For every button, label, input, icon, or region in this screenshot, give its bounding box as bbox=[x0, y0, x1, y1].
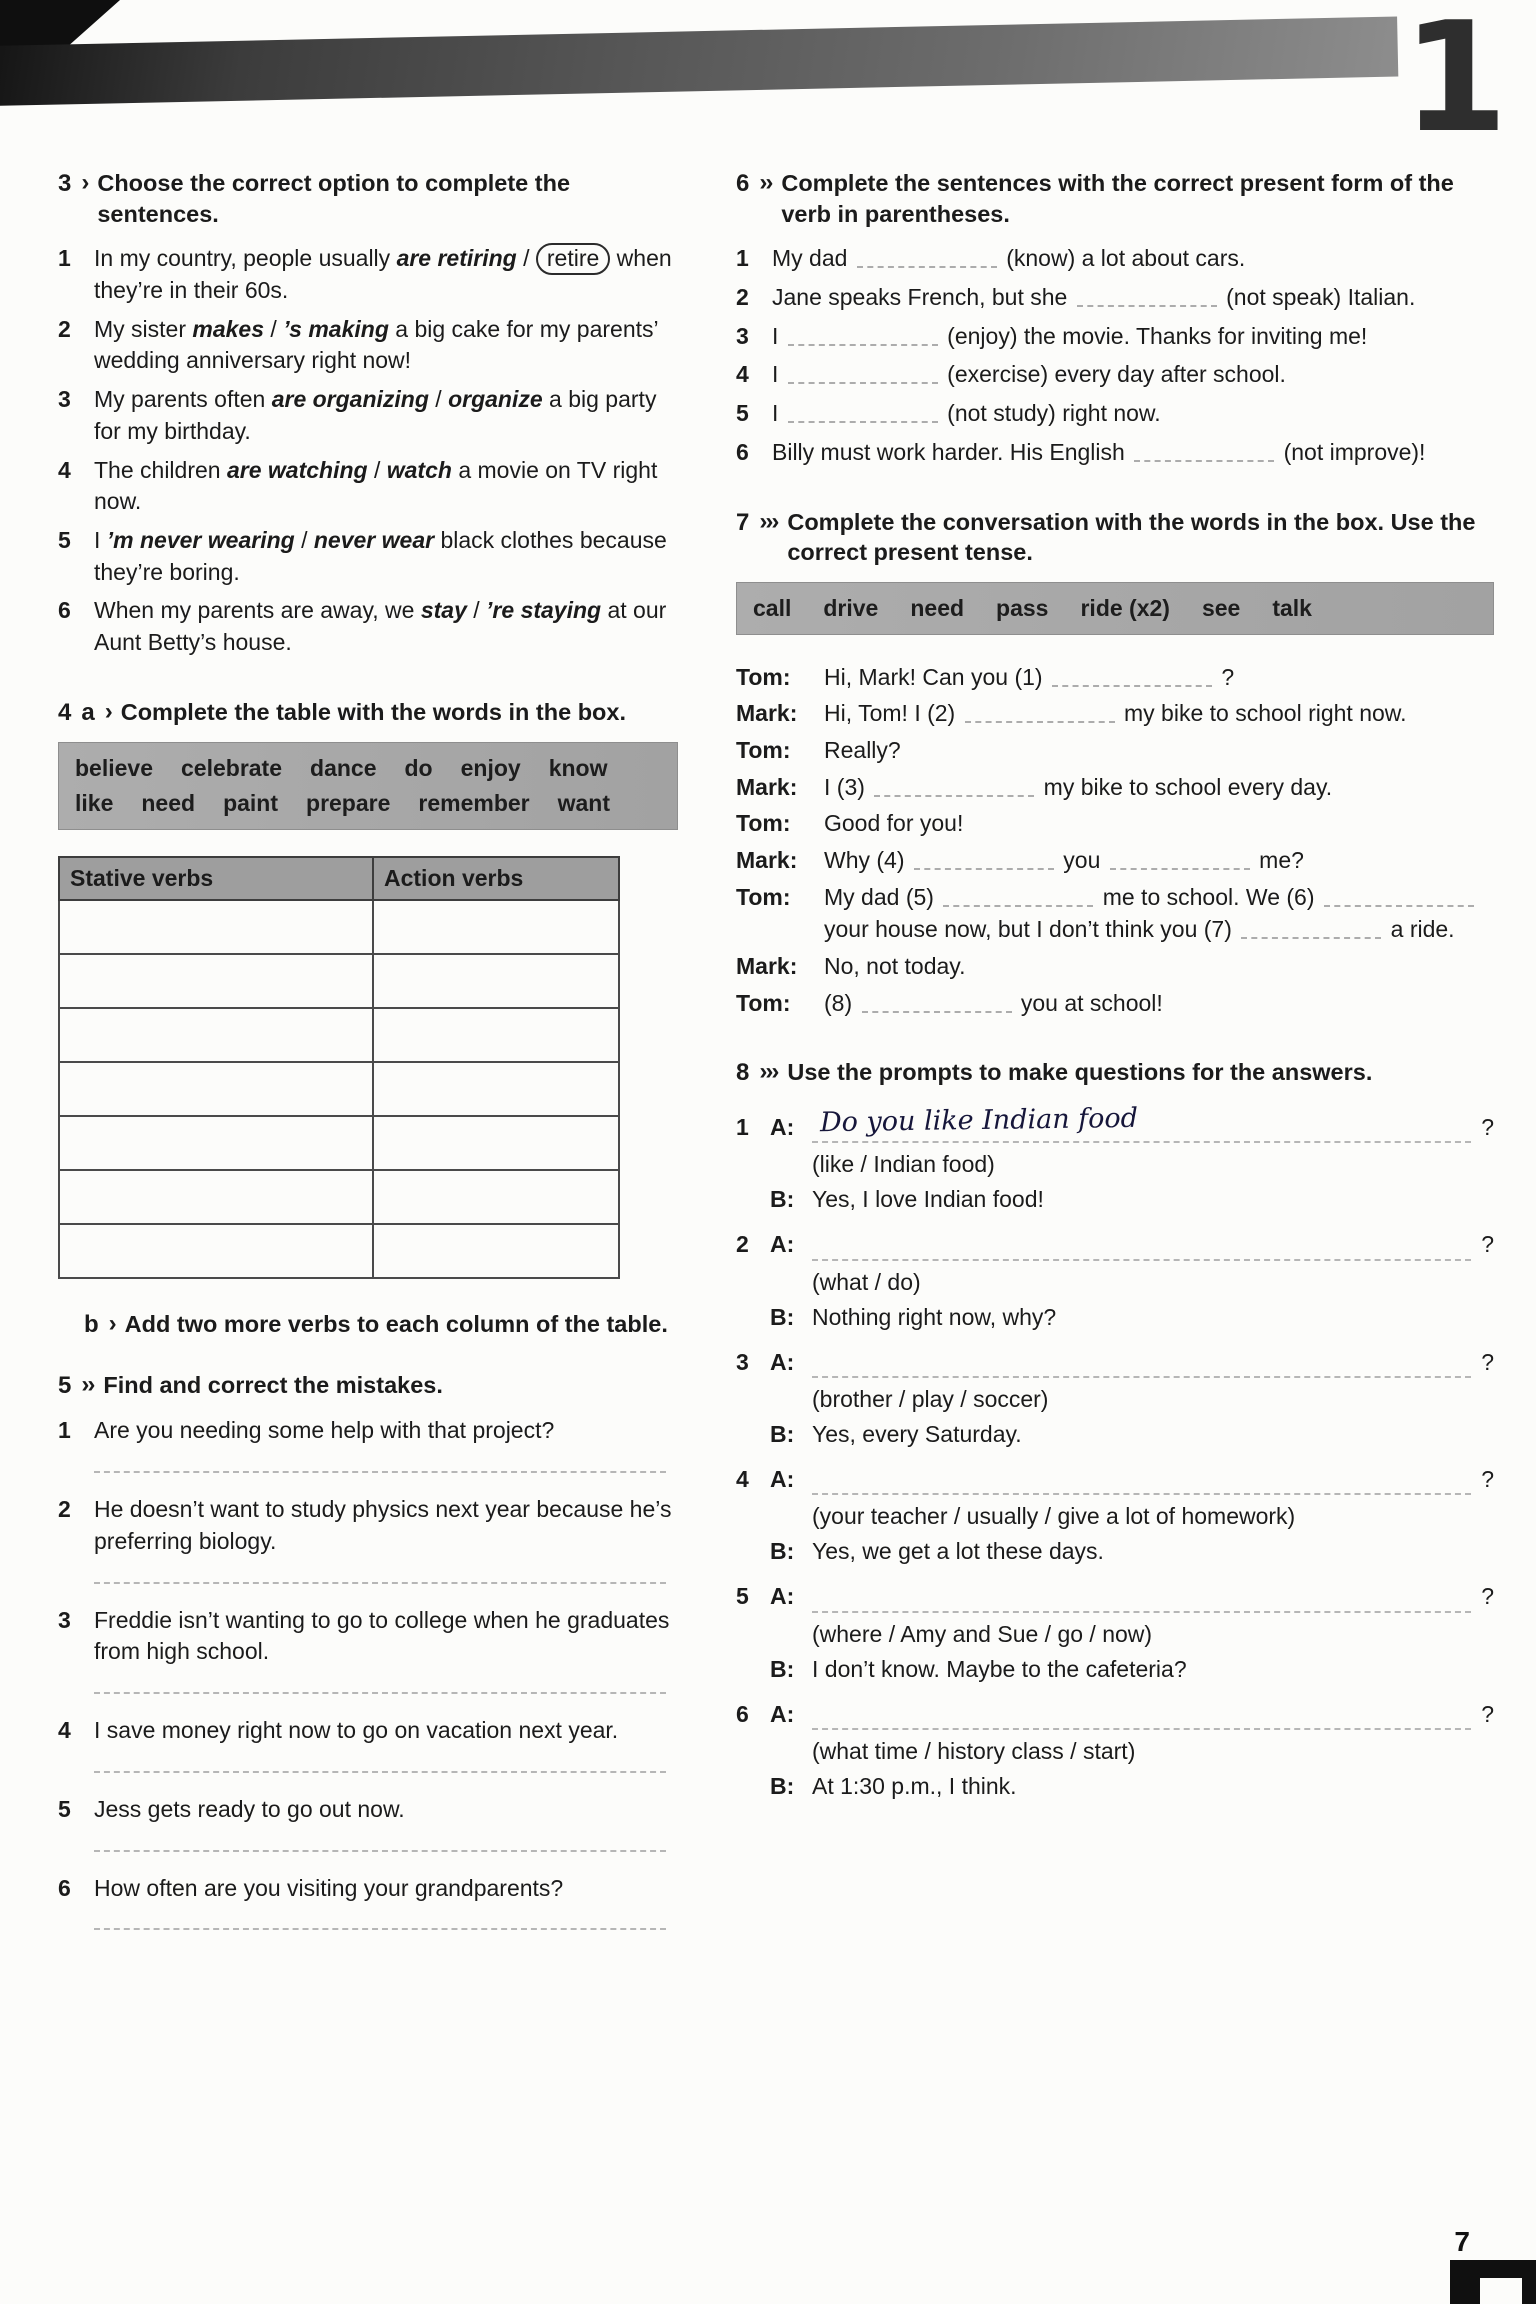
item-number: 4 bbox=[736, 1466, 749, 1493]
speaker-b-label: B: bbox=[770, 1538, 795, 1565]
exercise-item bbox=[736, 359, 1494, 391]
answer-line bbox=[94, 1471, 666, 1473]
table-cell bbox=[373, 1170, 619, 1224]
dialogue-text: Hi, Mark! Can you (1) ? bbox=[824, 663, 1235, 690]
exercise-number: 4 bbox=[58, 698, 72, 726]
dialogue-text: Really? bbox=[824, 736, 901, 763]
page-content bbox=[58, 168, 1494, 1982]
dialogue-text: Hi, Tom! I (2) my bike to school right now. bbox=[824, 700, 1407, 727]
exercise-item bbox=[736, 243, 1494, 275]
speaker-a-label: A: bbox=[770, 1113, 795, 1140]
speaker-a-label: A: bbox=[770, 1348, 795, 1375]
exercise-8 bbox=[736, 1057, 1494, 1802]
item-number: 4 bbox=[58, 1717, 71, 1744]
answer-text: Yes, every Saturday. bbox=[812, 1421, 1022, 1448]
table-cell bbox=[373, 1062, 619, 1116]
qa-item bbox=[736, 1697, 1494, 1802]
exercise-title: Find and correct the mistakes. bbox=[103, 1372, 443, 1399]
table-cell bbox=[59, 1008, 373, 1062]
exercise-3-header bbox=[58, 168, 678, 229]
speaker-b-label: B: bbox=[770, 1421, 795, 1448]
speaker-label: Mark: bbox=[736, 773, 798, 800]
item-number: 1 bbox=[58, 245, 71, 272]
item-text: I (exercise) every day after school. bbox=[772, 361, 1286, 388]
exercise-7-header bbox=[736, 507, 1494, 568]
exercise-item bbox=[58, 595, 678, 658]
prompt-text: (where / Amy and Sue / go / now) bbox=[812, 1620, 1153, 1647]
exercise-title: Use the prompts to make questions for the answers. bbox=[787, 1059, 1373, 1086]
exercise-6-header bbox=[736, 168, 1494, 229]
exercise-item bbox=[58, 525, 678, 588]
item-number: 2 bbox=[58, 315, 71, 342]
prompt-text: (your teacher / usually / give a lot of homework) bbox=[812, 1503, 1296, 1530]
exercise-number: 3 bbox=[58, 170, 72, 197]
qa-item bbox=[736, 1580, 1494, 1685]
item-text: Freddie isn’t wanting to go to college when he graduates from high school. bbox=[94, 1606, 670, 1665]
item-text: I save money right now to go on vacation next year. bbox=[94, 1717, 619, 1744]
answer-line bbox=[94, 1771, 666, 1773]
answer-line bbox=[94, 1692, 666, 1694]
level-chevron-icon: ››› bbox=[759, 507, 778, 535]
answer-line bbox=[812, 1462, 1471, 1495]
level-chevron-icon: ››› bbox=[759, 1058, 778, 1086]
speaker-a-label: A: bbox=[770, 1583, 795, 1610]
speaker-b-label: B: bbox=[770, 1186, 795, 1213]
exercise-5 bbox=[58, 1370, 678, 1944]
prompt-text: (brother / play / soccer) bbox=[812, 1385, 1049, 1412]
exercise-number: 5 bbox=[58, 1372, 72, 1400]
table-cell bbox=[59, 1116, 373, 1170]
conversation-line bbox=[736, 881, 1494, 946]
item-text: I ’m never wearing / never wear black clothes because they’re boring. bbox=[94, 526, 667, 585]
table-cell bbox=[373, 900, 619, 954]
exercise-4a-header bbox=[58, 697, 678, 728]
right-column bbox=[736, 168, 1494, 1982]
answer-line bbox=[94, 1850, 666, 1852]
table-row bbox=[59, 1170, 619, 1224]
exercise-number: 8 bbox=[736, 1059, 750, 1087]
table-header-action: Action verbs bbox=[373, 857, 619, 900]
level-chevron-icon: › bbox=[108, 1310, 115, 1338]
exercise-item bbox=[736, 398, 1494, 430]
item-number: 1 bbox=[58, 1417, 71, 1444]
level-chevron-icon: ›› bbox=[81, 1371, 94, 1399]
item-number: 3 bbox=[736, 1348, 749, 1375]
table-cell bbox=[373, 1224, 619, 1278]
speaker-a-label: A: bbox=[770, 1466, 795, 1493]
conversation-line bbox=[736, 734, 1494, 767]
answer-line bbox=[812, 1345, 1471, 1378]
item-text: Are you needing some help with that project? bbox=[94, 1417, 555, 1444]
item-text: My parents often are organizing / organize a big party for my birthday. bbox=[94, 386, 657, 444]
item-text: I (enjoy) the movie. Thanks for inviting me! bbox=[772, 322, 1368, 349]
table-cell bbox=[59, 900, 373, 954]
exercise-3 bbox=[58, 168, 678, 659]
item-number: 6 bbox=[58, 597, 71, 624]
exercise-item bbox=[736, 321, 1494, 353]
item-text: Jane speaks French, but she (not speak) Italian. bbox=[772, 283, 1416, 310]
dialogue-text: Good for you! bbox=[824, 810, 964, 837]
qa-item bbox=[736, 1345, 1494, 1450]
conversation-line bbox=[736, 661, 1494, 694]
exercise-6 bbox=[736, 168, 1494, 469]
stative-action-verbs-table bbox=[58, 856, 620, 1279]
question-mark: ? bbox=[1481, 1348, 1494, 1375]
speaker-b-label: B: bbox=[770, 1773, 795, 1800]
word-box: believe celebrate dance do enjoy know like need paint prepare remember want bbox=[58, 742, 678, 830]
answer-line bbox=[812, 1102, 1471, 1143]
prompt-text: (what time / history class / start) bbox=[812, 1738, 1136, 1765]
table-row bbox=[59, 1062, 619, 1116]
dialogue-text: My dad (5) me to school. We (6) your house now, but I don’t think you (7) a ride. bbox=[824, 881, 1494, 946]
speaker-label: Tom: bbox=[736, 883, 791, 910]
item-text: How often are you visiting your grandparents? bbox=[94, 1874, 564, 1901]
answer-text: Yes, I love Indian food! bbox=[812, 1186, 1044, 1213]
exercise-5-header bbox=[58, 1370, 678, 1401]
exercise-4b-header bbox=[84, 1309, 678, 1340]
item-number: 5 bbox=[736, 400, 749, 427]
exercise-4a bbox=[58, 697, 678, 1279]
exercise-item bbox=[58, 1715, 678, 1787]
item-number: 2 bbox=[58, 1496, 71, 1523]
unit-number: 1 bbox=[1402, 0, 1508, 166]
page-number: 7 bbox=[1454, 2226, 1470, 2257]
table-cell bbox=[59, 1062, 373, 1116]
item-text: I (not study) right now. bbox=[772, 400, 1161, 427]
speaker-b-label: B: bbox=[770, 1655, 795, 1682]
exercise-item bbox=[736, 437, 1494, 469]
question-mark: ? bbox=[1481, 1466, 1494, 1493]
conversation-line bbox=[736, 807, 1494, 840]
exercise-title: Complete the conversation with the words in the box. Use the correct present tense. bbox=[787, 508, 1476, 566]
speaker-label: Tom: bbox=[736, 810, 791, 837]
exercise-letter: a bbox=[81, 698, 95, 726]
table-cell bbox=[373, 954, 619, 1008]
handwritten-answer: Do you like Indian food bbox=[819, 1103, 1139, 1139]
item-number: 5 bbox=[58, 1795, 71, 1822]
item-number: 3 bbox=[736, 322, 749, 349]
table-cell bbox=[373, 1116, 619, 1170]
item-text: The children are watching / watch a movie on TV right now. bbox=[94, 456, 658, 515]
speaker-label: Mark: bbox=[736, 846, 798, 873]
table-row bbox=[59, 954, 619, 1008]
answer-text: Nothing right now, why? bbox=[812, 1303, 1057, 1330]
speaker-label: Tom: bbox=[736, 663, 791, 690]
speaker-a-label: A: bbox=[770, 1231, 795, 1258]
exercise-item bbox=[736, 282, 1494, 314]
exercise-4b bbox=[58, 1309, 678, 1340]
answer-line bbox=[94, 1582, 666, 1584]
exercise-title: Add two more verbs to each column of the table. bbox=[124, 1311, 668, 1338]
item-text: Billy must work harder. His English (not improve)! bbox=[772, 438, 1426, 465]
exercise-title: Complete the sentences with the correct present form of the verb in parentheses. bbox=[781, 170, 1454, 227]
level-chevron-icon: › bbox=[81, 169, 88, 196]
table-row bbox=[59, 1008, 619, 1062]
table-row bbox=[59, 1224, 619, 1278]
corner-mark-art-inner bbox=[1480, 2278, 1522, 2304]
level-chevron-icon: › bbox=[104, 697, 111, 725]
table-row bbox=[59, 900, 619, 954]
table-row bbox=[59, 1116, 619, 1170]
conversation-line bbox=[736, 950, 1494, 983]
table-header-stative: Stative verbs bbox=[59, 857, 373, 900]
item-text: When my parents are away, we stay / ’re staying at our Aunt Betty’s house. bbox=[94, 597, 667, 656]
item-number: 5 bbox=[736, 1583, 749, 1610]
exercise-item bbox=[58, 384, 678, 447]
speaker-label: Mark: bbox=[736, 700, 798, 727]
item-text: In my country, people usually are retiring / retire when they’re in their 60s. bbox=[94, 245, 672, 303]
exercise-item bbox=[58, 1605, 678, 1708]
qa-item bbox=[736, 1462, 1494, 1567]
speaker-label: Tom: bbox=[736, 736, 791, 763]
conversation-line bbox=[736, 987, 1494, 1020]
table-cell bbox=[59, 1170, 373, 1224]
item-text: He doesn’t want to study physics next year because he’s preferring biology. bbox=[94, 1496, 672, 1554]
exercise-title: Complete the table with the words in the box. bbox=[120, 698, 627, 725]
item-number: 2 bbox=[736, 283, 749, 310]
item-text: My dad (know) a lot about cars. bbox=[772, 245, 1246, 272]
exercise-item bbox=[58, 314, 678, 377]
question-mark: ? bbox=[1481, 1700, 1494, 1727]
prompt-text: (what / do) bbox=[812, 1268, 921, 1295]
item-number: 4 bbox=[736, 361, 749, 388]
question-mark: ? bbox=[1481, 1583, 1494, 1610]
speaker-b-label: B: bbox=[770, 1303, 795, 1330]
item-number: 6 bbox=[736, 438, 749, 465]
dialogue-text: Why (4) you me? bbox=[824, 846, 1304, 873]
exercise-letter: b bbox=[84, 1311, 99, 1339]
answer-line bbox=[812, 1697, 1471, 1730]
left-column bbox=[58, 168, 678, 1982]
answer-text: I don’t know. Maybe to the cafeteria? bbox=[812, 1655, 1187, 1682]
prompt-text: (like / Indian food) bbox=[812, 1151, 995, 1178]
item-text: My sister makes / ’s making a big cake for my parents’ wedding anniversary right now! bbox=[94, 315, 658, 374]
answer-line bbox=[812, 1228, 1471, 1261]
answer-line bbox=[812, 1580, 1471, 1613]
speaker-label: Mark: bbox=[736, 952, 798, 979]
exercise-title: Choose the correct option to complete the sentences. bbox=[97, 170, 571, 227]
exercise-7 bbox=[736, 507, 1494, 1020]
conversation-line bbox=[736, 771, 1494, 804]
conversation-line bbox=[736, 697, 1494, 730]
conversation-line bbox=[736, 844, 1494, 877]
exercise-item bbox=[58, 455, 678, 518]
answer-text: At 1:30 p.m., I think. bbox=[812, 1773, 1017, 1800]
item-number: 4 bbox=[58, 456, 71, 483]
question-mark: ? bbox=[1481, 1113, 1494, 1140]
exercise-8-header bbox=[736, 1057, 1494, 1088]
dialogue-text: (8) you at school! bbox=[824, 989, 1163, 1016]
item-number: 3 bbox=[58, 386, 71, 413]
item-number: 5 bbox=[58, 526, 71, 553]
exercise-number: 6 bbox=[736, 170, 750, 197]
speaker-label: Tom: bbox=[736, 989, 791, 1016]
item-text: Jess gets ready to go out now. bbox=[94, 1795, 405, 1822]
exercise-item bbox=[58, 1873, 678, 1945]
exercise-item bbox=[58, 1415, 678, 1487]
item-number: 6 bbox=[58, 1874, 71, 1901]
exercise-number: 7 bbox=[736, 508, 750, 536]
item-number: 1 bbox=[736, 245, 749, 272]
dialogue-text: I (3) my bike to school every day. bbox=[824, 773, 1333, 800]
table-cell bbox=[373, 1008, 619, 1062]
answer-line bbox=[94, 1928, 666, 1930]
question-mark: ? bbox=[1481, 1231, 1494, 1258]
qa-item bbox=[736, 1228, 1494, 1333]
item-number: 2 bbox=[736, 1231, 749, 1258]
header-band bbox=[0, 17, 1398, 106]
level-chevron-icon: ›› bbox=[759, 169, 772, 196]
item-number: 3 bbox=[58, 1606, 71, 1633]
word-box: call drive need pass ride (x2) see talk bbox=[736, 582, 1494, 635]
answer-text: Yes, we get a lot these days. bbox=[812, 1538, 1104, 1565]
speaker-a-label: A: bbox=[770, 1700, 795, 1727]
dialogue-text: No, not today. bbox=[824, 952, 966, 979]
exercise-item bbox=[58, 1794, 678, 1866]
exercise-item bbox=[58, 243, 678, 306]
item-number: 6 bbox=[736, 1700, 749, 1727]
item-number: 1 bbox=[736, 1113, 749, 1140]
qa-item bbox=[736, 1102, 1494, 1215]
exercise-item bbox=[58, 1494, 678, 1597]
table-cell bbox=[59, 1224, 373, 1278]
table-cell bbox=[59, 954, 373, 1008]
